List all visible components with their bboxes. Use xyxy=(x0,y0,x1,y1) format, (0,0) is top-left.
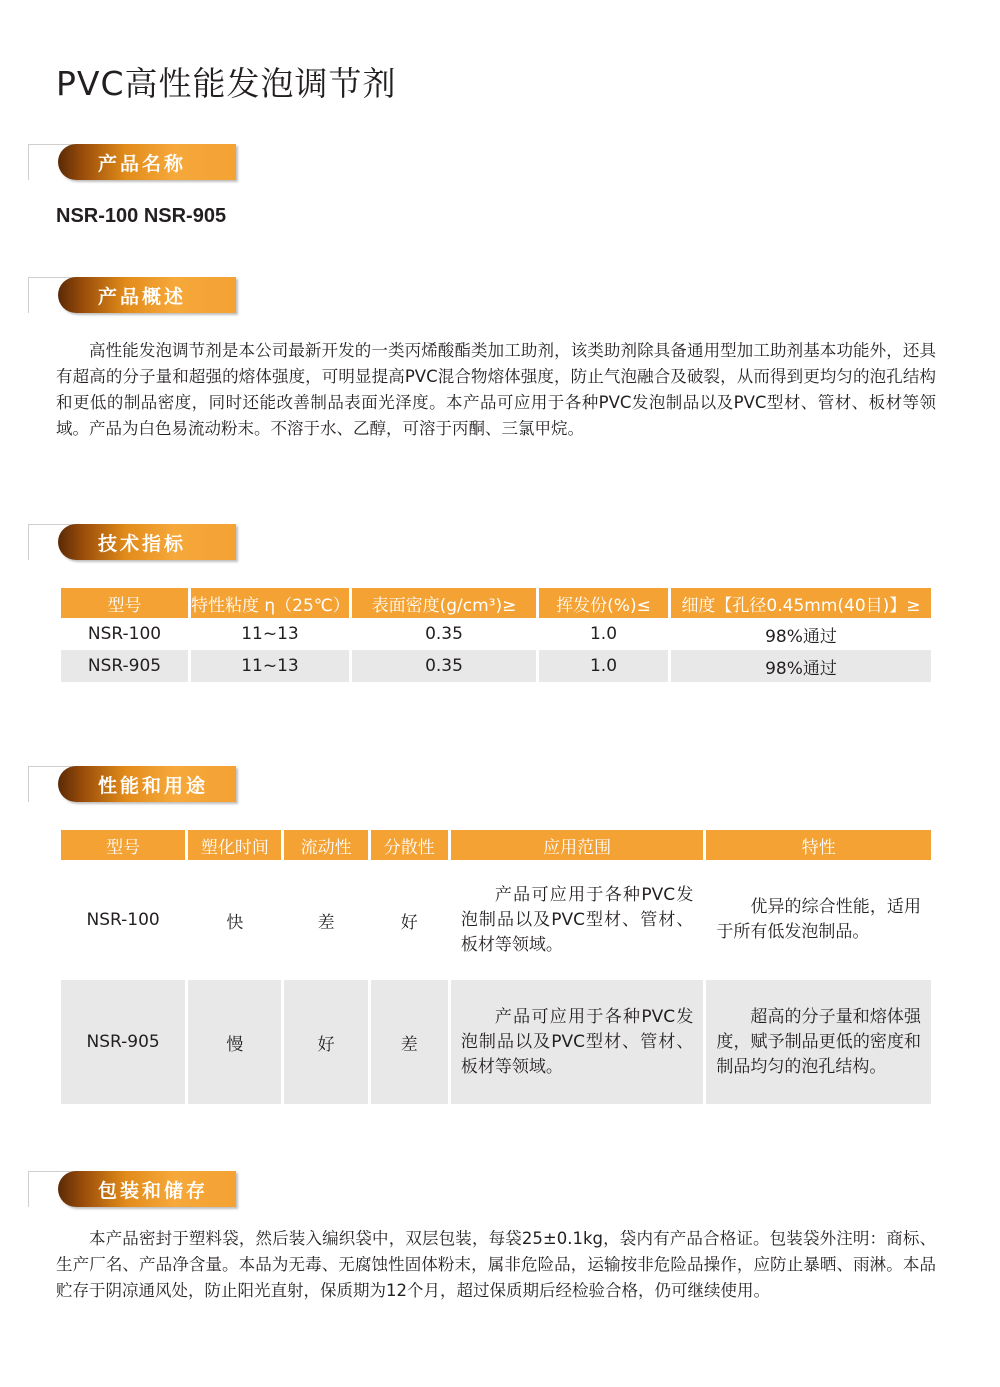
cell-volatile: 1.0 xyxy=(539,650,668,682)
section-header-packaging xyxy=(28,1171,240,1209)
cell-plasticizing: 慢 xyxy=(188,980,281,1104)
cell-model: NSR-905 xyxy=(61,980,185,1104)
cell-model: NSR-100 xyxy=(86,910,160,930)
header-cell: 挥发份(%)≤ xyxy=(539,588,668,618)
table-row xyxy=(61,860,931,980)
cell-volatile: 1.0 xyxy=(589,624,618,644)
usage-table xyxy=(58,830,934,1104)
header-cell: 应用范围 xyxy=(451,830,704,860)
cell-flowability: 差 xyxy=(317,912,335,933)
cell-application: 产品可应用于各种PVC发泡制品以及PVC型材、管材、板材等领域。 xyxy=(460,884,694,955)
cell-application: 产品可应用于各种PVC发泡制品以及PVC型材、管材、板材等领域。 xyxy=(460,1006,694,1077)
cell-model: NSR-905 xyxy=(61,650,188,682)
header-cell: 细度【孔径0.45mm(40目)】≥ xyxy=(671,588,931,618)
cell-density: 0.35 xyxy=(352,650,536,682)
header-cell: 表面密度(g/cm³)≥ xyxy=(352,588,536,618)
cell-model: NSR-100 xyxy=(87,624,162,644)
cell-viscosity: 11~13 xyxy=(191,650,349,682)
cell-density: 0.35 xyxy=(425,624,463,644)
section-header-usage xyxy=(28,766,240,804)
cell-viscosity: 11~13 xyxy=(241,624,299,644)
spec-table-header xyxy=(61,588,931,618)
section-label: 产品名称 xyxy=(98,153,187,175)
model-names: NSR-100 NSR-905 xyxy=(56,205,227,227)
cell-feature: 超高的分子量和熔体强度，赋予制品更低的密度和制品均匀的泡孔结构。 xyxy=(716,1006,921,1077)
cell-flowability: 好 xyxy=(284,980,367,1104)
section-header-product-name xyxy=(28,144,240,182)
table-row xyxy=(61,618,931,650)
header-cell: 分散性 xyxy=(371,830,448,860)
cell-feature: 优异的综合性能，适用于所有低发泡制品。 xyxy=(716,897,921,942)
cell-plasticizing: 快 xyxy=(226,912,244,933)
spec-table xyxy=(58,588,934,682)
section-header-overview xyxy=(28,277,240,315)
cell-dispersion: 差 xyxy=(371,980,448,1104)
section-label: 性能和用途 xyxy=(98,775,209,797)
header-cell: 特性粘度 η（25℃） xyxy=(191,588,349,618)
usage-table-header xyxy=(61,830,931,860)
header-cell: 塑化时间 xyxy=(188,830,281,860)
section-header-spec xyxy=(28,524,240,562)
page-title: PVC高性能发泡调节剂 xyxy=(56,64,397,103)
header-cell: 型号 xyxy=(61,830,185,860)
overview-text: 高性能发泡调节剂是本公司最新开发的一类丙烯酸酯类加工助剂，该类助剂除具备通用型加工助剂基本功能外，还具有超高的分子量和超强的熔体强度，可明显提高PVC混合物熔体强度，防止气泡融合及破裂，从而得到更均匀的泡孔结构和更低的制品密度，同时还能改善制品表面光泽度。本产品可应用于各种PVC发泡制品以及PVC型材、管材、板材等领域。产品为白色易流动粉末。不溶于水、乙醇，可溶于丙酮、三氯甲烷。 xyxy=(56,341,936,438)
header-cell: 流动性 xyxy=(284,830,367,860)
cell-fineness: 98%通过 xyxy=(765,626,837,647)
section-label: 产品概述 xyxy=(98,286,187,308)
header-cell: 型号 xyxy=(61,588,188,618)
cell-dispersion: 好 xyxy=(400,912,418,933)
header-cell: 特性 xyxy=(706,830,931,860)
cell-fineness: 98%通过 xyxy=(671,650,931,682)
table-row xyxy=(61,980,931,1104)
packaging-text: 本产品密封于塑料袋，然后装入编织袋中，双层包装，每袋25±0.1kg，袋内有产品合格证。包装袋外注明：商标、生产厂名、产品净含量。本品为无毒、无腐蚀性固体粉末，属非危险品，运输按非危险品操作，应防止暴晒、雨淋。本品贮存于阴凉通风处，防止阳光直射，保质期为12个月，超过保质期后经检验合格，仍可继续使用。 xyxy=(56,1229,936,1300)
section-label: 包装和储存 xyxy=(98,1180,209,1202)
section-label: 技术指标 xyxy=(98,533,187,555)
table-row xyxy=(61,650,931,682)
